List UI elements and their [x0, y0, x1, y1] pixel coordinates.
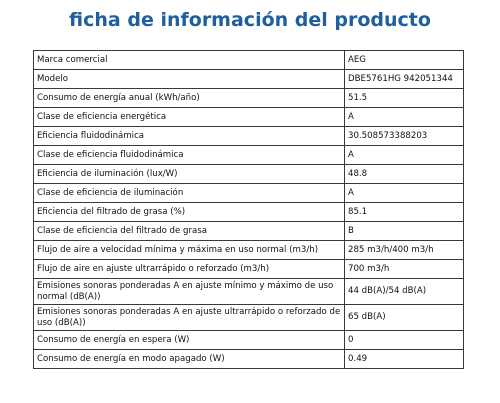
row-value: A	[345, 146, 464, 165]
table-row	[34, 108, 464, 127]
table-row	[34, 203, 464, 222]
row-label: Clase de eficiencia del filtrado de grasa	[34, 222, 345, 241]
row-value: 48.8	[345, 165, 464, 184]
page-title: ficha de información del producto	[69, 9, 431, 31]
table-row	[34, 184, 464, 203]
row-label: Consumo de energía anual (kWh/año)	[34, 89, 345, 108]
table-row	[34, 89, 464, 108]
row-value: 0.49	[345, 350, 464, 369]
row-value: DBE5761HG 942051344	[345, 70, 464, 89]
row-label: Flujo de aire en ajuste ultrarrápido o reforzado (m3/h)	[34, 260, 345, 279]
row-value: 85.1	[345, 203, 464, 222]
row-value: 65 dB(A)	[345, 305, 464, 331]
row-label: Eficiencia del filtrado de grasa (%)	[34, 203, 345, 222]
row-label: Consumo de energía en espera (W)	[34, 331, 345, 350]
row-value: 51.5	[345, 89, 464, 108]
table-row	[34, 222, 464, 241]
row-label: Eficiencia fluidodinámica	[34, 127, 345, 146]
table-row	[34, 305, 464, 331]
row-label: Consumo de energía en modo apagado (W)	[34, 350, 345, 369]
table-row	[34, 127, 464, 146]
row-label: Emisiones sonoras ponderadas A en ajuste ultrarrápido o reforzado de uso (dB(A))	[34, 305, 345, 331]
row-label: Modelo	[34, 70, 345, 89]
row-value: 0	[345, 331, 464, 350]
row-value: 285 m3/h/400 m3/h	[345, 241, 464, 260]
row-value: A	[345, 108, 464, 127]
row-value: A	[345, 184, 464, 203]
row-label: Marca comercial	[34, 51, 345, 70]
row-label: Clase de eficiencia energética	[34, 108, 345, 127]
table-row	[34, 165, 464, 184]
row-value: 44 dB(A)/54 dB(A)	[345, 279, 464, 305]
row-label: Emisiones sonoras ponderadas A en ajuste mínimo y máximo de uso normal (dB(A))	[34, 279, 345, 305]
table-row	[34, 279, 464, 305]
table-row	[34, 350, 464, 369]
row-value: 30.508573388203	[345, 127, 464, 146]
row-label: Eficiencia de iluminación (lux/W)	[34, 165, 345, 184]
row-value: AEG	[345, 51, 464, 70]
row-label: Clase de eficiencia de iluminación	[34, 184, 345, 203]
row-value: 700 m3/h	[345, 260, 464, 279]
row-label: Clase de eficiencia fluidodinámica	[34, 146, 345, 165]
table-row	[34, 51, 464, 70]
row-label: Flujo de aire a velocidad mínima y máxima en uso normal (m3/h)	[34, 241, 345, 260]
table-row	[34, 70, 464, 89]
table-row	[34, 331, 464, 350]
product-info-table	[33, 50, 464, 369]
table-row	[34, 260, 464, 279]
row-value: B	[345, 222, 464, 241]
table-row	[34, 241, 464, 260]
table-row	[34, 146, 464, 165]
